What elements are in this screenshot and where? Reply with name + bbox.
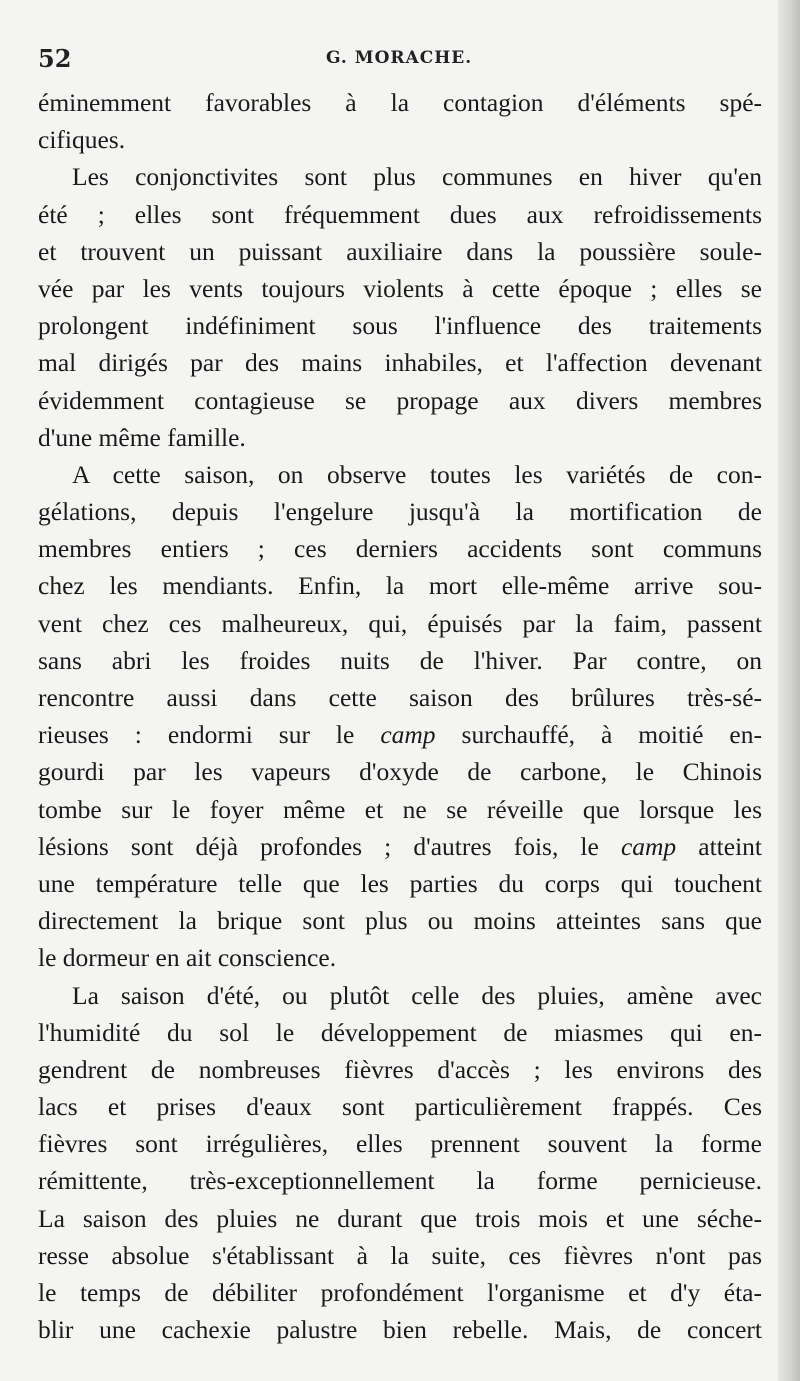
text-line: gourdi par les vapeurs d'oxyde de carbone, le Chinois xyxy=(38,757,762,787)
text-line: resse absolue s'établissant à la suite, ces fièvres n'ont pas xyxy=(38,1240,762,1270)
text-segment: rieuses : endormi sur le xyxy=(38,720,381,750)
text-segment: lésions sont déjà profondes ; d'autres fois, le xyxy=(38,831,621,861)
text-segment: surchauffé, à moitié en- xyxy=(435,720,762,750)
text-line: sans abri les froides nuits de l'hiver. Par contre, on xyxy=(38,645,762,675)
text-line: cifiques. xyxy=(38,125,126,155)
text-line: d'une même famille. xyxy=(38,422,246,452)
text-line: chez les mendiants. Enfin, la mort elle-même arrive sou- xyxy=(38,571,762,601)
text-line: La saison des pluies ne durant que trois mois et une séche- xyxy=(38,1203,762,1233)
text-segment: atteint xyxy=(676,831,762,861)
text-line: prolongent indéfiniment sous l'influence des traitements xyxy=(38,311,762,341)
page-header xyxy=(38,44,748,78)
text-line: le dormeur en ait conscience. xyxy=(38,943,337,973)
text-line: été ; elles sont fréquemment dues aux refroidissements xyxy=(38,199,762,229)
text-line: fièvres sont irrégulières, elles prennent souvent la forme xyxy=(38,1129,762,1159)
italic-term: camp xyxy=(380,720,436,750)
text-line xyxy=(38,716,762,753)
text-line: directement la brique sont plus ou moins atteintes sans que xyxy=(38,906,762,936)
text-line: blir une cachexie palustre bien rebelle. Mais, de concert xyxy=(38,1315,762,1345)
text-line: A cette saison, on observe toutes les variétés de con- xyxy=(72,459,762,489)
text-line: éminemment favorables à la contagion d'éléments spé- xyxy=(38,88,762,117)
text-line: Les conjonctivites sont plus communes en hiver qu'en xyxy=(72,162,762,192)
running-head: G. MORACHE. xyxy=(326,48,473,68)
text-line: évidemment contagieuse se propage aux divers membres xyxy=(38,385,762,415)
text-line: mal dirigés par des mains inhabiles, et l'affection devenant xyxy=(38,348,762,378)
text-line: vée par les vents toujours violents à cette époque ; elles se xyxy=(38,273,762,303)
text-line: l'humidité du sol le développement de miasmes qui en- xyxy=(38,1017,762,1047)
text-line: une température telle que les parties du corps qui touchent xyxy=(38,868,762,898)
text-line: rencontre aussi dans cette saison des brûlures très-sé- xyxy=(38,683,762,712)
text-line: gendrent de nombreuses fièvres d'accès ; les environs des xyxy=(38,1054,762,1084)
text-line: La saison d'été, ou plutôt celle des pluies, amène avec xyxy=(72,980,762,1010)
text-line: lacs et prises d'eaux sont particulièrement frappés. Ces xyxy=(38,1092,762,1122)
text-line: vent chez ces malheureux, qui, épuisés par la faim, passent xyxy=(38,608,762,638)
body-text xyxy=(38,84,762,1348)
text-line: le temps de débiliter profondément l'organisme et d'y éta- xyxy=(38,1278,762,1307)
text-line: rémittente, très-exceptionnellement la forme pernicieuse. xyxy=(38,1166,762,1196)
text-line: et trouvent un puissant auxiliaire dans la poussière soule- xyxy=(38,236,762,266)
text-line: gélations, depuis l'engelure jusqu'à la mortification de xyxy=(38,497,762,527)
text-line: membres entiers ; ces derniers accidents sont communs xyxy=(38,534,762,564)
page-number: 52 xyxy=(38,44,72,73)
page-edge-shadow xyxy=(778,0,800,1381)
text-line xyxy=(38,828,762,865)
italic-term: camp xyxy=(620,831,677,861)
text-line: tombe sur le foyer même et ne se réveille que lorsque les xyxy=(38,794,762,824)
